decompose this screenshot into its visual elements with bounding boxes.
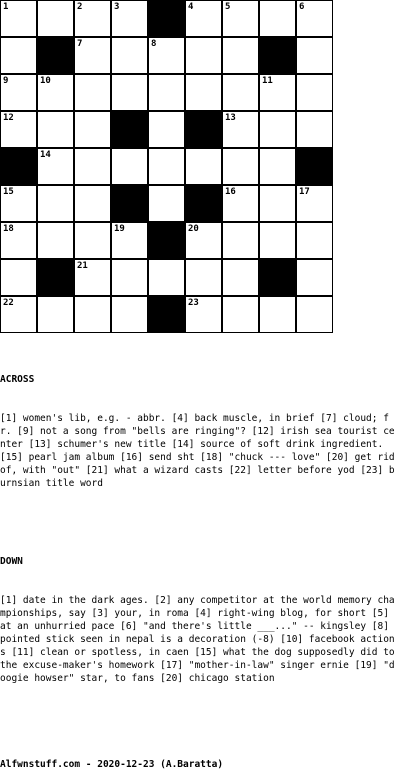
clue-number: 19 [114,224,125,234]
crossword-grid [0,0,334,334]
black-square [37,259,74,296]
grid-cell[interactable] [111,222,148,259]
black-square [185,111,222,148]
grid-cell[interactable] [296,111,333,148]
grid-cell[interactable] [222,148,259,185]
grid-cell[interactable] [259,296,296,333]
grid-cell[interactable] [74,185,111,222]
black-square [111,185,148,222]
grid-cell[interactable] [74,111,111,148]
grid-cell[interactable] [37,0,74,37]
clue-number: 4 [188,2,194,12]
clue-number: 23 [188,298,199,308]
black-square [185,185,222,222]
clue-number: 6 [299,2,305,12]
grid-cell[interactable] [185,259,222,296]
clue-number: 22 [3,298,14,308]
down-heading: DOWN [0,556,23,567]
grid-cell[interactable] [148,185,185,222]
down-clues: [1] date in the dark ages. [2] any competitor at the world memory championships, say [3] your, in roma [4] right-wing blog, for short [5] at an unhurried pace [6] "and there's little ___..." -- kingsley [8] pointed stick seen in nepal is a decoration (-8) [10] facebook actions [11] clean or spotless, in caen [15] what the dog supposedly did to the excuse-maker's homework [17] "mother-in-law" singer ernie [19] "doogie howser" star, to fans [20] chicago station [0,595,400,684]
black-square [259,37,296,74]
grid-cell[interactable] [296,296,333,333]
black-square [259,259,296,296]
grid-cell[interactable] [222,296,259,333]
grid-cell[interactable] [296,222,333,259]
black-square [37,37,74,74]
grid-cell[interactable] [111,259,148,296]
grid-cell[interactable] [259,185,296,222]
grid-cell[interactable] [259,148,296,185]
grid-cell[interactable] [296,259,333,296]
grid-cell[interactable] [185,148,222,185]
grid-cell[interactable] [185,296,222,333]
clue-number: 15 [3,187,14,197]
grid-cell[interactable] [259,222,296,259]
grid-cell[interactable] [296,74,333,111]
grid-cell[interactable] [0,296,37,333]
grid-cell[interactable] [148,74,185,111]
clue-number: 2 [77,2,83,12]
grid-cell[interactable] [148,259,185,296]
grid-cell[interactable] [259,111,296,148]
grid-cell[interactable] [222,0,259,37]
clue-number: 5 [225,2,231,12]
grid-cell[interactable] [37,74,74,111]
grid-cell[interactable] [74,148,111,185]
across-clues: [1] women's lib, e.g. - abbr. [4] back muscle, in brief [7] cloud; fr. [9] not a song from "bells are ringing"? [12] irish sea tourist center [13] schumer's new title [14] source of soft drink ingredient. [15] pearl jam album [16] send sht [18] "chuck --- love" [20] get rid of, with "out" [21] what a wizard casts [22] letter before yod [23] burnsian title word [0,413,400,489]
across-heading: ACROSS [0,374,35,385]
footer-credit: Alfwnstuff.com - 2020-12-23 (A.Baratta) [0,759,224,770]
clue-number: 12 [3,113,14,123]
grid-cell[interactable] [111,37,148,74]
grid-cell[interactable] [74,259,111,296]
grid-cell[interactable] [296,37,333,74]
black-square [148,222,185,259]
clue-number: 17 [299,187,310,197]
grid-cell[interactable] [74,74,111,111]
clue-number: 10 [40,76,51,86]
grid-cell[interactable] [148,148,185,185]
black-square [148,0,185,37]
grid-cell[interactable] [0,259,37,296]
clue-number: 13 [225,113,236,123]
grid-cell[interactable] [0,37,37,74]
grid-cell[interactable] [0,111,37,148]
black-square [296,148,333,185]
grid-cell[interactable] [111,0,148,37]
grid-cell[interactable] [259,74,296,111]
grid-cell[interactable] [74,0,111,37]
grid-cell[interactable] [37,111,74,148]
grid-cell[interactable] [0,74,37,111]
grid-cell[interactable] [37,185,74,222]
grid-cell[interactable] [37,296,74,333]
clues-panel [0,347,400,698]
clue-number: 3 [114,2,120,12]
grid-cell[interactable] [185,0,222,37]
grid-cell[interactable] [259,0,296,37]
clue-number: 16 [225,187,236,197]
grid-cell[interactable] [74,222,111,259]
grid-cell[interactable] [111,74,148,111]
grid-cell[interactable] [222,222,259,259]
grid-cell[interactable] [0,0,37,37]
clue-number: 1 [3,2,9,12]
grid-cell[interactable] [222,74,259,111]
grid-cell[interactable] [74,37,111,74]
grid-cell[interactable] [296,0,333,37]
clue-number: 11 [262,76,273,86]
black-square [111,111,148,148]
grid-cell[interactable] [148,37,185,74]
grid-cell[interactable] [111,296,148,333]
black-square [148,296,185,333]
black-square [0,148,37,185]
clue-number: 7 [77,39,83,49]
grid-cell[interactable] [296,185,333,222]
clue-number: 8 [151,39,157,49]
grid-cell[interactable] [185,37,222,74]
grid-cell[interactable] [222,259,259,296]
grid-cell[interactable] [222,37,259,74]
grid-cell[interactable] [222,111,259,148]
clue-number: 21 [77,261,88,271]
grid-cell[interactable] [37,222,74,259]
grid-cell[interactable] [148,111,185,148]
grid-cell[interactable] [111,148,148,185]
grid-cell[interactable] [74,296,111,333]
grid-cell[interactable] [0,222,37,259]
clue-number: 18 [3,224,14,234]
grid-cell[interactable] [37,148,74,185]
grid-cell[interactable] [222,185,259,222]
clue-number: 14 [40,150,51,160]
grid-cell[interactable] [0,185,37,222]
clue-number: 20 [188,224,199,234]
clue-number: 9 [3,76,9,86]
grid-cell[interactable] [185,222,222,259]
grid-cell[interactable] [185,74,222,111]
